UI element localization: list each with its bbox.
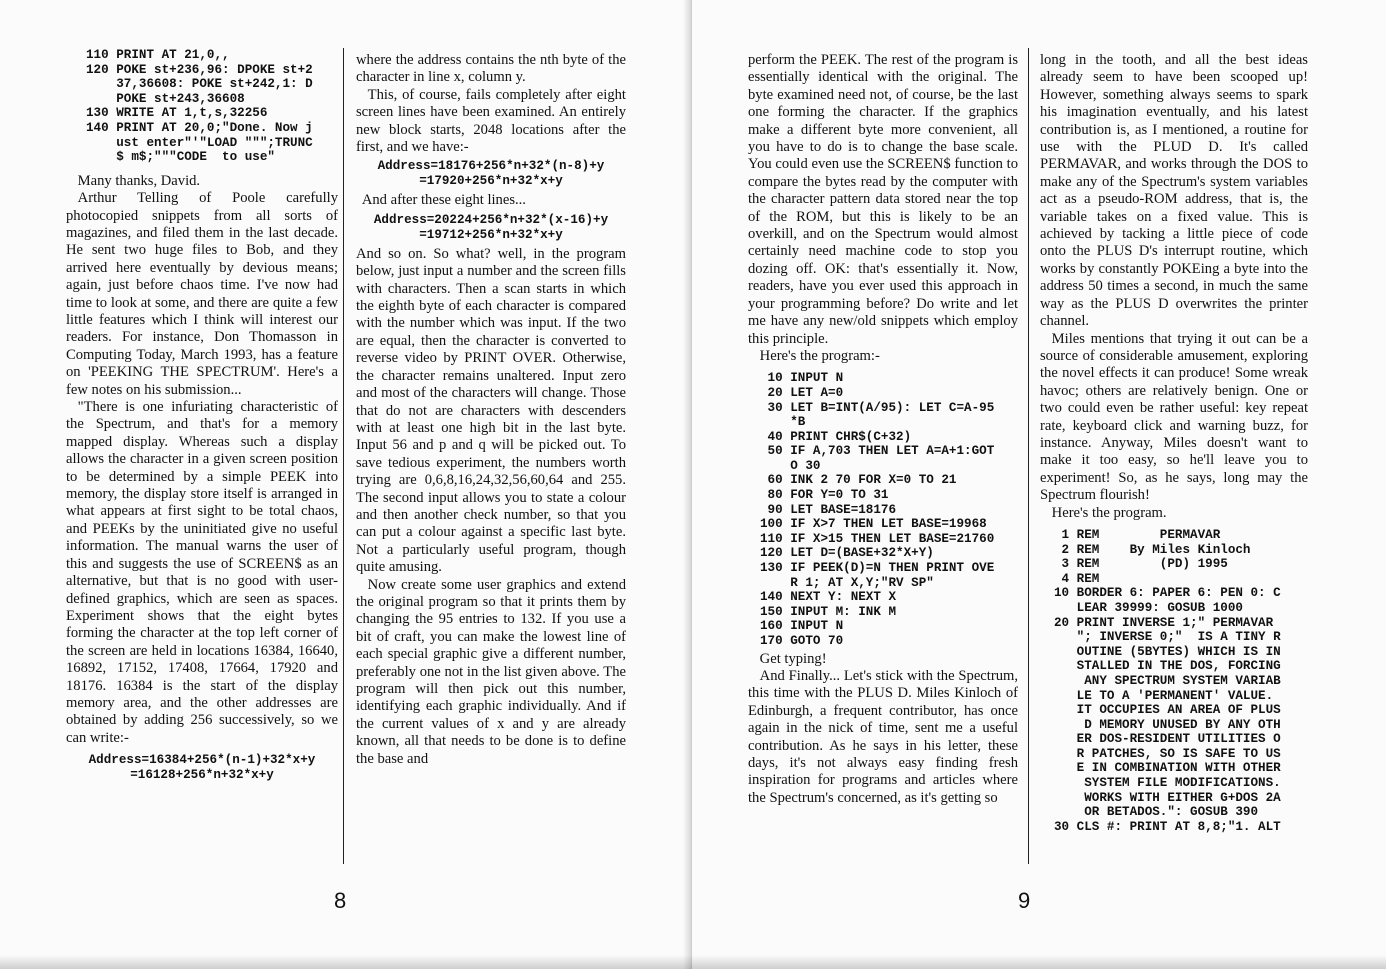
paragraph: Miles mentions that trying it out can be a source of considerable amusement, exploring the novel effects it can produce! Some wreak havoc; others are relatively benign. One or two could even be rather useful: key repeat rate, keyboard click and warning buzz, for instance. Anyway, Miles doesn't want to make it too easy, so he'll leave you to experiment! So, as he says, long may the Spectrum flourish! xyxy=(1040,330,1308,504)
paragraph: Arthur Telling of Poole carefully photocopied snippets from all sorts of magazines, and filed them in the last decade. He sent two huge files to Bob, and they arrived here eventually by devious means; again, just before chaos time. I've now had time to look at some, and there are quite a few little features which I think will interest our readers. For instance, Don Thomasson in Computing Today, March 1993, has a feature on 'PEEKING THE SPECTRUM'. Here's a few notes on his submission... xyxy=(66,190,338,398)
formula: Address=16384+256*(n-1)+32*x+y =16128+256*n+32*x+y xyxy=(88,753,316,783)
left-column-2 xyxy=(356,52,626,768)
paragraph: And after these eight lines... xyxy=(361,192,526,209)
formula: Address=18176+256*n+32*(n-8)+y =17920+256*n+32*x+y xyxy=(377,159,605,189)
paragraph: "There is one infuriating characteristic of the Spectrum, and that's for a memory mapped display. Whereas such a display allows the character in a given screen position to be determined by a simple PEEK into memory, the display store itself is arranged in what appears at first sight to be total chaos, and PEEKs by the uninitiated give no useful information. The manual warns the user of this and suggests the use of SCREEN$ as an alternative, but that is no good with user-defined graphics, which are seen as spaces. Experiment shows that the eight bytes forming the character at the top left corner of the screen are held in locations 16384, 16640, 16892, 17152, 17408, 17664, 17920 and 18176. 16384 is the start of the display memory area, and the other addresses are obtained by adding 256 successively, so we can write:- xyxy=(66,399,338,746)
paragraph: Here's the program:- xyxy=(759,347,880,364)
paragraph: And so on. So what? well, in the program below, just input a number and the screen fills with characters. Then a scan starts in which the eighth byte of each character is compared with the number which was input. If the two are equal, then the character is converted to reverse video by PRINT OVER. Otherwise, the character remains unaltered. Input zero and most of the characters will change. Those that do not are characters with descenders with at least one high bit in the last byte. Input 56 and p and q will be picked out. To save tedious experiment, the numbers worth trying are 0,6,8,16,24,32,56,60,64 and 255. The second input allows you to state a colour and then another check number, so that you can put a colour against a specific last byte. Not a particularly useful program, though quite amusing. xyxy=(356,245,626,576)
right-column-2 xyxy=(1040,52,1308,834)
paragraph: Now create some user graphics and extend the original program so that it prints them by changing the 95 entries to 132. If you use a bit of craft, you can make the lowest line of each special graphic give a different number, preferably one not in the list given above. The program will then pick out this number, identifying each graphic individually. And if the current values of x and y are already known, all that needs to be done is to define the base and xyxy=(356,576,626,767)
paragraph: And Finally... Let's stick with the Spectrum, this time with the PLUS D. Miles Kinloch of Edinburgh, a frequent contributor, has once again in the nick of time, sent me a useful contribution. As he says in his letter, these days, it's not always easy finding fresh inspiration for programs and articles where the Spectrum's concerned, as it's getting so xyxy=(748,668,1018,806)
right-page xyxy=(692,0,1386,969)
column-rule xyxy=(1028,48,1029,864)
paragraph: perform the PEEK. The rest of the program is essentially identical with the original. The byte examined need not, of course, be the last one forming the character. If the graphics make a different byte more convenient, all you have to do is to change the base scale. You could even use the SCREEN$ function to compare the bytes read by the computer with the character pattern data stored near the top of the ROM, but this is likely to be an overkill, and on the Spectrum would almost certainly need machine code to stop you dozing off. OK: that's essentially it. Now, readers, have you ever used this approach in your programming before? Do write and let me have any new/old snippets which employ this principle. xyxy=(748,52,1018,347)
column-rule xyxy=(343,48,344,864)
paragraph: where the address contains the nth byte of the character in line x, column y. xyxy=(356,52,626,86)
left-page xyxy=(0,0,692,969)
paragraph: This, of course, fails completely after eight screen lines have been examined. An entirely new block starts, 2048 locations after the first, and we have:- xyxy=(356,86,626,156)
paragraph: Here's the program. xyxy=(1051,504,1167,521)
paragraph: long in the tooth, and all the best ideas already seem to have been scooped up! However, something always seems to spark his imagination eventually, and his latest contribution is, as I mentioned, a routine for use with the PLUD D. It's called PERMAVAR, and works through the DOS to make any of the Spectrum's system variables act as a pseudo-ROM address, that is, the variable takes on a fixed value. This is achieved by tacking a little piece of code onto the PLUS D's interrupt routine, which works by constantly POKEing a byte into the address 50 times a second, in much the same way as the PLUS D overwrites the printer channel. xyxy=(1040,52,1308,330)
paragraph: Get typing! xyxy=(759,650,827,667)
paragraph: Many thanks, David. xyxy=(77,172,201,189)
code-listing: 10 INPUT N 20 LET A=0 30 LET B=INT(A/95): LET C=A-95 *B 40 PRINT CHR$(C+32) 50 IF A,703 THEN LET A=A+1:GOT O 30 60 INK 2 70 FOR X=0 TO 21 80 FOR Y=0 TO 31 90 LET BASE=18176 100 IF X>7 THEN LET BASE=19968 110 IF X>15 THEN LET BASE=21760 120 LET D=(BASE+32*X+Y) 130 IF PEEK(D)=N THEN PRINT OVE R 1; AT X,Y;"RV SP" 140 NEXT Y: NEXT X 150 INPUT M: INK M 160 INPUT N 170 GOTO 70 xyxy=(760,371,995,648)
formula: Address=20224+256*n+32*(x-16)+y =19712+256*n+32*x+y xyxy=(373,212,609,242)
right-column-1 xyxy=(748,52,1018,807)
page-number: 9 xyxy=(1018,888,1031,913)
code-listing: 1 REM PERMAVAR 2 REM By Miles Kinloch 3 REM (PD) 1995 4 REM 10 BORDER 6: PAPER 6: PEN 0: C LEAR 39999: GOSUB 1000 20 PRINT INVERSE 1;" PERMAVAR "; INVERSE 0;" IS A TINY R OUTINE (5BYTES) WHICH IS IN STALLED IN THE DOS, FORCING ANY SPECTRUM SYSTEM VARIAB LE TO A 'PERMANENT' VALUE. IT OCCUPIES AN AREA OF PLUS D MEMORY UNUSED BY ANY OTH ER DOS-RESIDENT UTILITIES O R PATCHES, SO IS SAFE TO US E IN COMBINATION WITH OTHER SYSTEM FILE MODIFICATIONS. WORKS WITH EITHER G+DOS 2A OR BETADOS.": GOSUB 390 30 CLS #: PRINT AT 8,8;"1. ALT xyxy=(1054,527,1281,834)
left-column-1 xyxy=(66,48,338,786)
page-edge-shadow xyxy=(0,955,1386,969)
page-number: 8 xyxy=(334,888,347,913)
code-listing: 110 PRINT AT 21,0,, 120 POKE st+236,96: DPOKE st+2 37,36608: POKE st+242,1: D POKE st+243,36608 130 WRITE AT 1,t,s,32256 140 PRINT AT 20,0;"Done. Now j ust enter"'"LOAD """;TRUNC $ m$;"""CODE to use" xyxy=(86,48,313,165)
